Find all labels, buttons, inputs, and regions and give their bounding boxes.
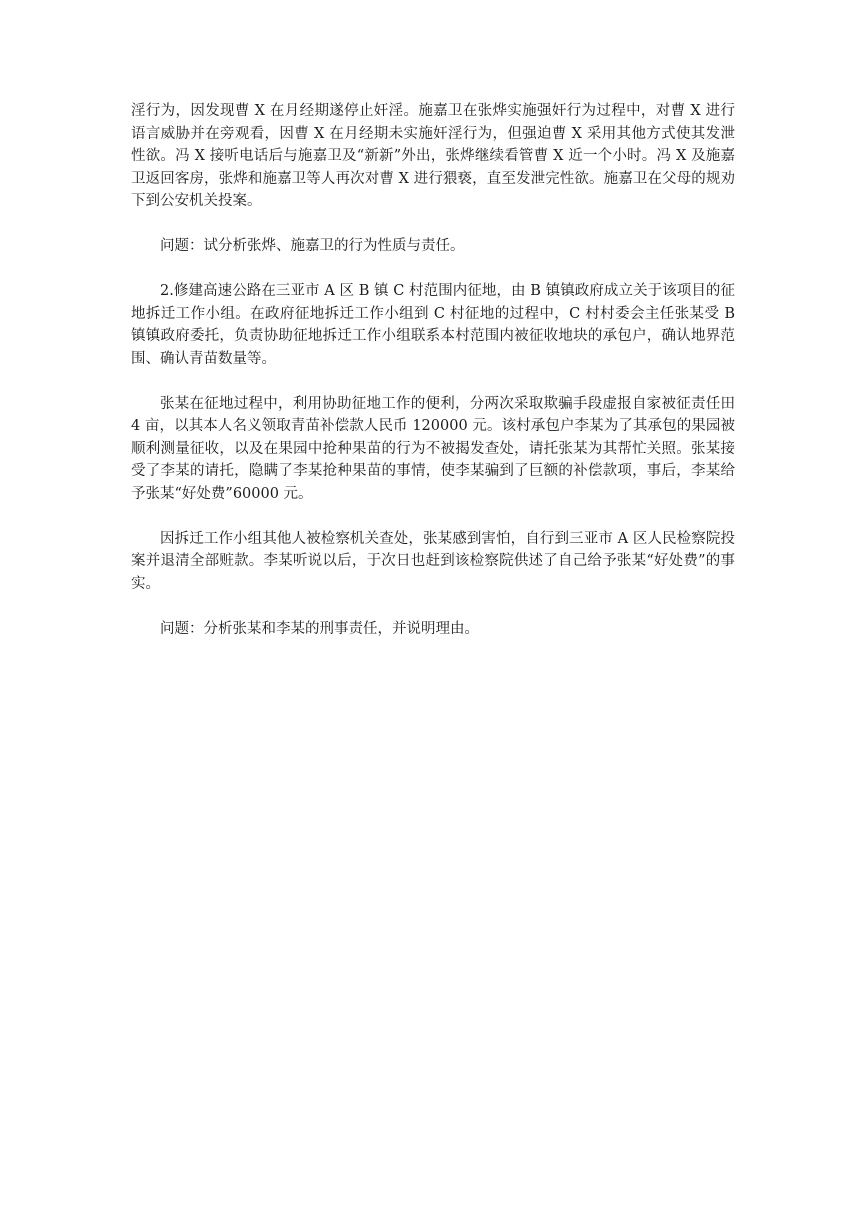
paragraph-question-1: 问题：试分析张烨、施嘉卫的行为性质与责任。	[160, 238, 465, 254]
paragraph-case-continuation: 淫行为，因发现曹 X 在月经期遂停止奸淫。施嘉卫在张烨实施强奸行为过程中，对曹 X 进行语言威胁并在旁观看，因曹 X 在月经期未实施奸淫行为，但强迫曹 X 采用其他方式使其发泄性欲。冯 X 接听电话后与施嘉卫及“新新”外出，张烨继续看管曹 X 近一个小时。冯 X 及施嘉卫返回客房，张烨和施嘉卫等人再次对曹 X 进行猥亵，直至发泄完性欲。施嘉卫在父母的规劝下到公安机关投案。	[131, 103, 735, 209]
paragraph-case-2-surrender: 因拆迁工作小组其他人被检察机关查处，张某感到害怕，自行到三亚市 A 区人民检察院投案并退清全部赃款。李某听说以后，于次日也赶到该检察院供述了自己给予张某“好处费”的事实。	[131, 530, 735, 592]
paragraph-case-2-intro: 2.修建高速公路在三亚市 A 区 B 镇 C 村范围内征地，由 B 镇镇政府成立关于该项目的征地拆迁工作小组。在政府征地拆迁工作小组到 C 村征地的过程中，C 村村委会主任张某受 B 镇镇政府委托，负责协助征地拆迁工作小组联系本村范围内被征收地块的承包户，确认地界范围、确认青苗数量等。	[131, 283, 735, 367]
paragraph-question-2: 问题：分析张某和李某的刑事责任，并说明理由。	[160, 620, 479, 637]
paragraph-case-2-facts: 张某在征地过程中，利用协助征地工作的便利，分两次采取欺骗手段虚报自家被征责任田 4 亩，以其本人名义领取青苗补偿款人民币 120000 元。该村承包户李某为了其承包的果园被顺利测量征收，以及在果园中抢种果苗的行为不被揭发查处，请托张某为其帮忙关照。张某接受了李某的请托，隐瞒了李某抢种果苗的事情，使李某骗到了巨额的补偿款项，事后，李某给予张某“好处费”60000 元。	[131, 395, 735, 502]
document-body	[131, 100, 735, 663]
